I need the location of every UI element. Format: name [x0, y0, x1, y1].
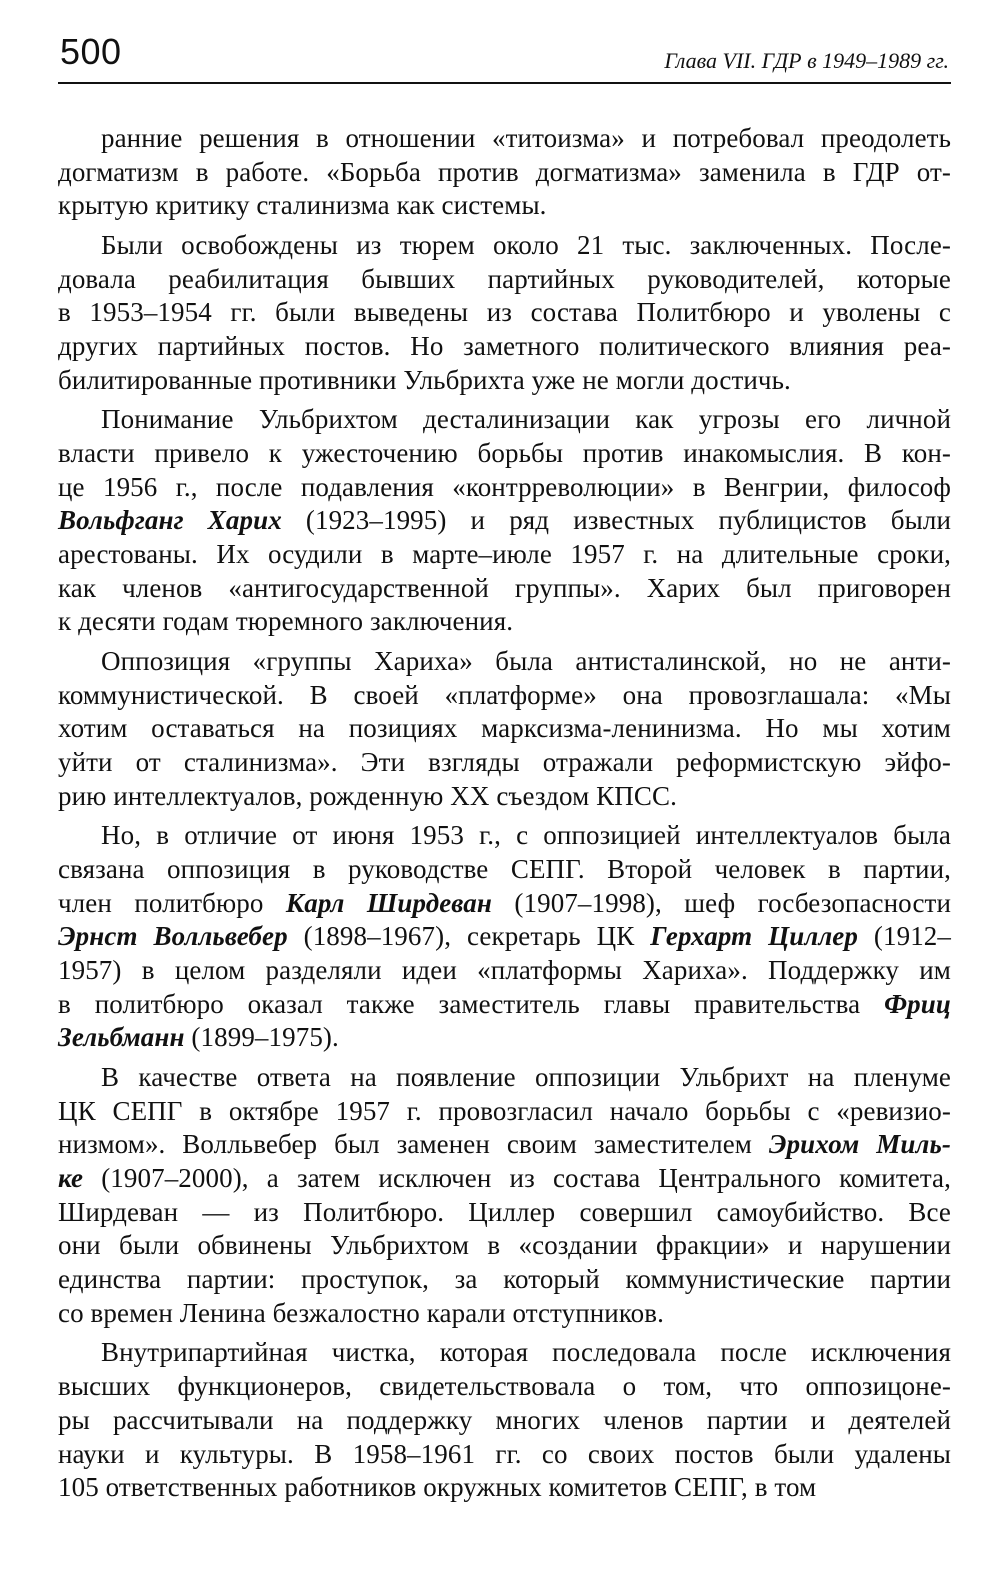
- text-run: в 1953–1954 гг. были выведены из состава Политбюро и уволены с: [58, 297, 951, 328]
- body-text: [58, 122, 951, 1505]
- text-line: [58, 229, 951, 263]
- text-run: (1907–1998), шеф госбезопасности: [491, 887, 951, 918]
- text-run: довала реабилитация бывших партийных руководителей, которые: [58, 263, 951, 294]
- text-run: ранние решения в отношении «титоизма» и потребовал преодолеть: [101, 123, 951, 153]
- text-run: к десяти годам тюремного заключения.: [58, 606, 514, 637]
- text-line: [58, 1128, 951, 1162]
- text-run: ры рассчитывали на поддержку многих членов партии и деятелей: [58, 1404, 951, 1435]
- person-name: Фриц: [884, 988, 951, 1019]
- text-line: [58, 853, 951, 887]
- text-run: крытую критику сталинизма как системы.: [58, 190, 547, 221]
- text-run: высших функционеров, свидетельствовала о том, что оппозицоне-: [58, 1371, 951, 1402]
- text-line: [58, 1336, 951, 1370]
- text-line: [58, 122, 951, 156]
- paragraph: [58, 122, 951, 223]
- text-line: [58, 296, 951, 330]
- text-line: [58, 1404, 951, 1438]
- text-run: 105 ответственных работников окружных комитетов СЕПГ, в том: [58, 1472, 817, 1503]
- text-line: [58, 572, 951, 606]
- person-name: Эрнст Волльвебер: [58, 921, 288, 952]
- text-line: [58, 887, 951, 921]
- paragraph: [58, 819, 951, 1055]
- page-number: 500: [60, 31, 122, 72]
- text-run: науки и культуры. В 1958–1961 гг. со своих постов были удалены: [58, 1438, 951, 1469]
- text-run: связана оппозиция в руководстве СЕПГ. Второй человек в партии,: [58, 853, 951, 884]
- text-run: (1907–2000), а затем исключен из состава Центрального комитета,: [83, 1163, 951, 1194]
- text-line: [58, 1263, 951, 1297]
- paragraph: [58, 1336, 951, 1505]
- text-run: Ширдеван — из Политбюро. Циллер совершил самоубийство. Все: [58, 1196, 951, 1227]
- text-line: [58, 1297, 951, 1331]
- text-run: низмом». Волльвебер был заменен своим заместителем: [58, 1129, 769, 1160]
- text-run: единства партии: проступок, за который коммунистические партии: [58, 1264, 951, 1295]
- text-line: [58, 819, 951, 853]
- text-line: [58, 364, 951, 398]
- text-run: они были обвинены Ульбрихтом в «создании фракции» и нарушении: [58, 1230, 951, 1261]
- person-name: Вольфганг Харих: [58, 505, 282, 536]
- person-name: ке: [58, 1163, 84, 1194]
- running-head: [58, 30, 951, 84]
- text-run: (1923–1995) и ряд известных публицистов были: [281, 505, 951, 536]
- text-line: [58, 1229, 951, 1263]
- text-line: [58, 1095, 951, 1129]
- text-run: це 1956 г., после подавления «контрреволюции» в Венгрии, философ: [58, 471, 951, 502]
- text-line: [58, 263, 951, 297]
- text-line: [58, 988, 951, 1022]
- person-name: Зельбманн: [58, 1022, 185, 1053]
- text-line: [58, 679, 951, 713]
- text-line: [58, 1162, 951, 1196]
- text-line: [58, 712, 951, 746]
- text-line: [58, 471, 951, 505]
- text-line: [58, 605, 951, 639]
- text-run: (1912–: [857, 921, 951, 952]
- text-line: [58, 504, 951, 538]
- text-run: 1957) в целом разделяли идеи «платформы Хариха». Поддержку им: [58, 955, 951, 986]
- paragraph: [58, 1061, 951, 1331]
- text-run: Были освобождены из тюрем около 21 тыс. заключенных. После-: [101, 229, 951, 260]
- text-line: [58, 1471, 951, 1505]
- text-line: [58, 156, 951, 190]
- paragraph: [58, 403, 951, 639]
- text-run: уйти от сталинизма». Эти взгляды отражали реформистскую эйфо-: [58, 747, 951, 778]
- text-run: ЦК СЕПГ в октябре 1957 г. провозгласил начало борьбы с «ревизио-: [58, 1095, 951, 1126]
- text-run: Оппозиция «группы Хариха» была антисталинской, но не анти-: [101, 645, 951, 676]
- paragraph: [58, 229, 951, 398]
- text-line: [58, 403, 951, 437]
- person-name: Карл Ширдеван: [285, 887, 492, 918]
- text-line: [58, 1021, 951, 1055]
- text-run: арестованы. Их осудили в марте–июле 1957 г. на длительные сроки,: [58, 539, 951, 570]
- text-line: [58, 1438, 951, 1472]
- text-run: билитированные противники Ульбрихта уже не могли достичь.: [58, 364, 791, 395]
- text-line: [58, 954, 951, 988]
- text-line: [58, 1370, 951, 1404]
- text-run: (1899–1975).: [184, 1022, 339, 1053]
- text-line: [58, 189, 951, 223]
- text-run: со времен Ленина безжалостно карали отступников.: [58, 1297, 664, 1328]
- text-run: В качестве ответа на появление оппозиции Ульбрихт на пленуме: [101, 1061, 951, 1092]
- text-run: Внутрипартийная чистка, которая последовала после исключения: [101, 1337, 951, 1368]
- text-line: [58, 1196, 951, 1230]
- text-run: как членов «антигосударственной группы». Харих был приговорен: [58, 572, 951, 603]
- text-line: [58, 330, 951, 364]
- text-run: других партийных постов. Но заметного политического влияния реа-: [58, 331, 951, 362]
- person-name: Эрихом Миль-: [768, 1129, 951, 1160]
- text-run: хотим оставаться на позициях марксизма-ленинизма. Но мы хотим: [58, 713, 951, 744]
- text-run: (1898–1967), секретарь ЦК: [287, 921, 651, 952]
- text-line: [58, 746, 951, 780]
- text-line: [58, 538, 951, 572]
- text-line: [58, 780, 951, 814]
- text-run: догматизм в работе. «Борьба против догматизма» заменила в ГДР от-: [58, 156, 951, 187]
- text-run: коммунистической. В своей «платформе» она провозглашала: «Мы: [58, 679, 951, 710]
- text-run: рию интеллектуалов, рожденную XX съездом КПСС.: [58, 780, 677, 811]
- text-run: власти привело к ужесточению борьбы против инакомыслия. В кон-: [58, 437, 951, 468]
- chapter-title: Глава VII. ГДР в 1949–1989 гг.: [664, 48, 949, 73]
- text-run: Понимание Ульбрихтом десталинизации как угрозы его личной: [101, 404, 951, 435]
- text-line: [58, 920, 951, 954]
- text-line: [58, 645, 951, 679]
- person-name: Герхарт Циллер: [650, 921, 858, 952]
- text-run: в политбюро оказал также заместитель главы правительства: [58, 988, 885, 1019]
- text-line: [58, 437, 951, 471]
- paragraph: [58, 645, 951, 814]
- text-run: Но, в отличие от июня 1953 г., с оппозицией интеллектуалов была: [101, 820, 951, 851]
- book-page: [58, 30, 951, 1505]
- text-line: [58, 1061, 951, 1095]
- text-run: член политбюро: [58, 887, 286, 918]
